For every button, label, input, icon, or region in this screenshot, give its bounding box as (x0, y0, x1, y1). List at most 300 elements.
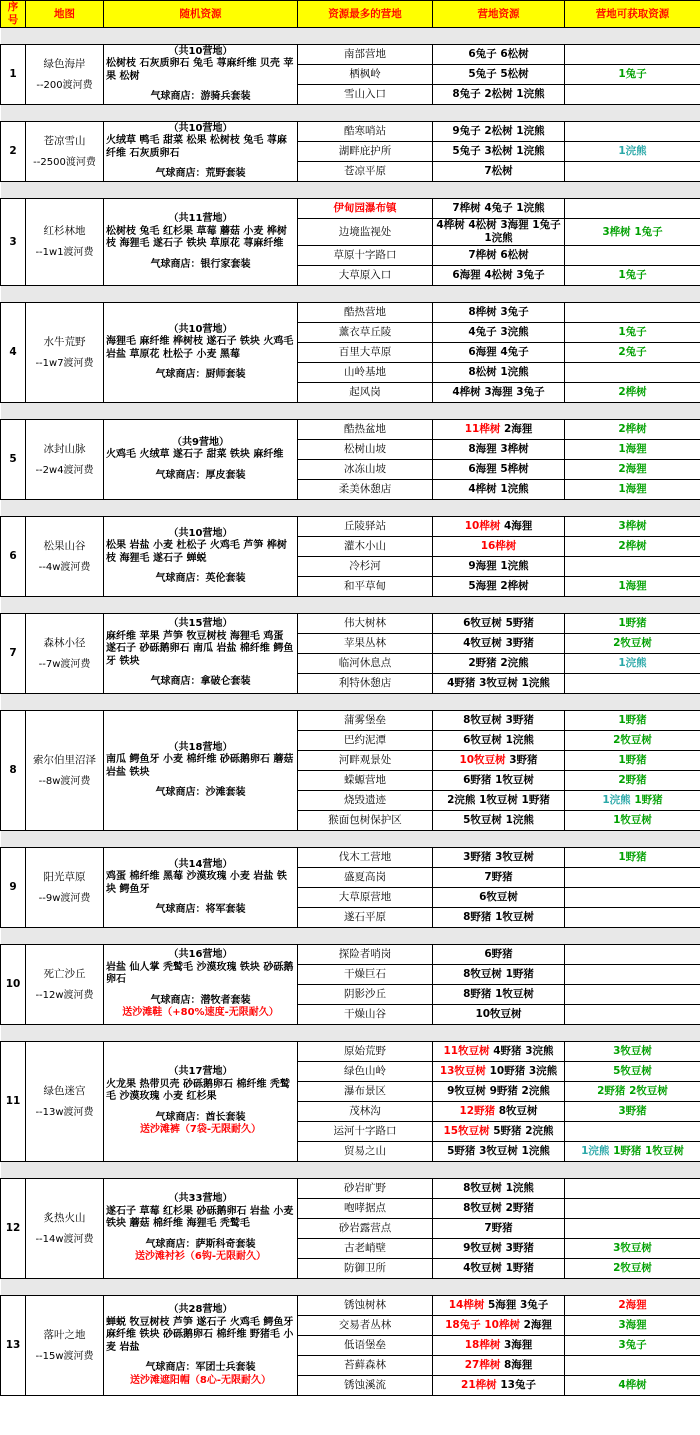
promo-text: 送沙滩衬衫（6钩-无限耐久） (134, 1251, 267, 1263)
resource-text: 1兔子 (618, 68, 647, 80)
map-name: 绿色迷宫 (43, 1084, 86, 1097)
map-index: 8 (1, 711, 26, 831)
random-list: 遂石子 草莓 红杉果 砂砾鹅卵石 岩盐 小麦 铁块 蘑菇 棉纤维 海狸毛 秃鹫毛 (106, 1205, 294, 1230)
camp-resources (433, 122, 565, 142)
map-fee: --8w渡河费 (38, 775, 91, 787)
random-resources (104, 45, 298, 105)
random-list: 火鸡毛 火绒草 遂石子 甜菜 铁块 麻纤维 (106, 449, 284, 461)
obtainable-resources (565, 945, 700, 965)
resource-text: 12野猪 (459, 1105, 496, 1117)
camp-resources (433, 460, 565, 480)
resource-text: 15牧豆树 (443, 1125, 490, 1137)
camp-resources (433, 965, 565, 985)
camp-resources (433, 1356, 565, 1376)
obtainable-resources (565, 420, 700, 440)
camp-name: 酷热营地 (298, 303, 433, 323)
camp-resources (433, 420, 565, 440)
map-name: 冰封山脉 (43, 442, 86, 455)
random-list: 火绒草 鸭毛 甜菜 松果 松树枝 兔毛 荨麻纤维 石灰质卵石 (106, 135, 287, 159)
map-name: 绿色海岸 (43, 57, 86, 70)
camp-name: 冰冻山坡 (298, 460, 433, 480)
separator-row (1, 831, 700, 848)
resource-text: 1浣熊 (581, 1145, 610, 1157)
obtainable-resources (565, 440, 700, 460)
camp-resources (433, 1376, 565, 1396)
obtainable-resources (565, 985, 700, 1005)
obtainable-resources (565, 246, 700, 266)
obtainable-resources (565, 219, 700, 246)
resource-text: 8野猪 1牧豆树 (463, 911, 534, 923)
separator-row (1, 1279, 700, 1296)
camp-name: 大草原营地 (298, 888, 433, 908)
camp-resources (433, 537, 565, 557)
resource-text: 1海狸 (618, 443, 647, 455)
resource-text: 10桦树 (464, 520, 501, 532)
resource-text: 11桦树 (464, 423, 501, 435)
resource-text: 3野猪 3牧豆树 (463, 851, 534, 863)
random-list: 鸡蛋 棉纤维 黑莓 沙漠玫瑰 小麦 岩盐 铁块 鳄鱼牙 (106, 871, 287, 895)
obtainable-resources (565, 199, 700, 219)
obtainable-resources (565, 751, 700, 771)
separator-row (1, 182, 700, 199)
map-cell (26, 199, 104, 286)
resource-text: 3兔子 (618, 1339, 647, 1351)
resource-text: 7野猪 (484, 871, 513, 883)
resource-text: 3牧豆树 (613, 1045, 652, 1057)
separator-row (1, 928, 700, 945)
camp-resources (433, 868, 565, 888)
obtainable-resources (565, 614, 700, 634)
resource-text: 6海狸 4兔子 (468, 346, 529, 358)
resource-text: 5兔子 5松树 (468, 68, 529, 80)
resource-text: 1野猪 1牧豆树 (609, 1145, 684, 1157)
camp-resources (433, 303, 565, 323)
map-fee: --2w4渡河费 (35, 464, 94, 476)
camp-count: （共18营地） (168, 741, 233, 753)
camp-name: 蝾螈营地 (298, 771, 433, 791)
resource-text: 16桦树 (480, 540, 517, 552)
resource-text: 2野猪 2牧豆树 (597, 1085, 668, 1097)
obtainable-resources (565, 1082, 700, 1102)
camp-resources (433, 1102, 565, 1122)
resource-text: 3野猪 (618, 1105, 647, 1117)
resource-text: 1牧豆树 (613, 814, 652, 826)
camp-resources (433, 731, 565, 751)
resource-text: 1浣熊 (618, 145, 647, 157)
camp-resources (433, 1122, 565, 1142)
camp-resources (433, 908, 565, 928)
resource-text: 8海狸 3桦树 (468, 443, 529, 455)
resource-text: 4野猪 3牧豆树 1浣熊 (447, 677, 550, 689)
camp-name: 利特休憩店 (298, 674, 433, 694)
camp-resources (433, 1199, 565, 1219)
obtainable-resources (565, 731, 700, 751)
random-resources (104, 1296, 298, 1396)
camp-resources (433, 1142, 565, 1162)
camp-name: 湖畔庇护所 (298, 142, 433, 162)
random-list: 松树枝 石灰质卵石 兔毛 荨麻纤维 贝壳 苹果 松树 (106, 58, 294, 82)
resource-text: 6野猪 1牧豆树 (463, 774, 534, 786)
resource-text: 18兔子 10桦树 (445, 1319, 520, 1331)
camp-resources (433, 142, 565, 162)
camp-name: 柔美休憩店 (298, 480, 433, 500)
camp-resources (433, 343, 565, 363)
obtainable-resources (565, 122, 700, 142)
camp-name: 遂石平原 (298, 908, 433, 928)
camp-resources (433, 1179, 565, 1199)
obtainable-resources (565, 1336, 700, 1356)
random-resources (104, 614, 298, 694)
camp-name: 草原十字路口 (298, 246, 433, 266)
resource-text: 2桦树 (618, 386, 647, 398)
camp-name: 起风岗 (298, 383, 433, 403)
camp-name: 百里大草原 (298, 343, 433, 363)
resource-text: 3海狸 (618, 1319, 647, 1331)
resource-text: 10野猪 3浣熊 (485, 1065, 558, 1077)
map-cell (26, 848, 104, 928)
map-index: 5 (1, 420, 26, 500)
camp-resources (433, 634, 565, 654)
map-name: 水牛荒野 (43, 335, 86, 348)
resource-text: 4牧豆树 1野猪 (463, 1262, 534, 1274)
resource-text: 7桦树 4兔子 1浣熊 (452, 202, 545, 214)
camp-name: 酷热盆地 (298, 420, 433, 440)
header-camp-resources: 营地资源 (433, 1, 565, 28)
camp-name: 苔藓森林 (298, 1356, 433, 1376)
obtainable-resources (565, 634, 700, 654)
camp-resources (433, 848, 565, 868)
resource-text: 2牧豆树 (613, 1262, 652, 1274)
table-row (1, 614, 700, 634)
resource-text: 7野猪 (484, 1222, 513, 1234)
map-index: 11 (1, 1042, 26, 1162)
obtainable-resources (565, 674, 700, 694)
camp-resources (433, 1259, 565, 1279)
resource-text: 8牧豆树 1浣熊 (463, 1182, 534, 1194)
obtainable-resources (565, 654, 700, 674)
header-top-camp: 资源最多的营地 (298, 1, 433, 28)
balloon-shop: 气球商店：将军套装 (155, 904, 246, 915)
random-list: 蝉蜕 牧豆树枝 芦笋 遂石子 火鸡毛 鳄鱼牙 麻纤维 铁块 砂砾鹅卵石 棉纤维 野猪毛 小麦 岩盐 (106, 1316, 294, 1353)
resource-text: 8牧豆树 2野猪 (463, 1202, 534, 1214)
camp-resources (433, 65, 565, 85)
random-list: 海狸毛 麻纤维 桦树枝 遂石子 铁块 火鸡毛 岩盐 草原花 杜松子 小麦 黑莓 (106, 336, 294, 360)
balloon-shop: 气球商店：英伦套装 (155, 573, 246, 584)
resource-text: 9兔子 2松树 1浣熊 (452, 125, 545, 137)
resource-text: 3牧豆树 (613, 1242, 652, 1254)
balloon-shop: 气球商店：厨师套装 (155, 369, 246, 380)
obtainable-resources (565, 303, 700, 323)
resource-text: 2海狸 (618, 463, 647, 475)
obtainable-resources (565, 1376, 700, 1396)
obtainable-resources (565, 323, 700, 343)
camp-name: 防御卫所 (298, 1259, 433, 1279)
camp-resources (433, 791, 565, 811)
table-row (1, 122, 700, 142)
camp-name: 大草原入口 (298, 266, 433, 286)
resource-text: 5兔子 3松树 1浣熊 (452, 145, 545, 157)
camp-count: （共33营地） (168, 1193, 233, 1205)
resource-text: 18桦树 (464, 1339, 501, 1351)
obtainable-resources (565, 965, 700, 985)
obtainable-resources (565, 383, 700, 403)
resource-text: 8兔子 2松树 1浣熊 (452, 88, 545, 100)
camp-resources (433, 440, 565, 460)
header-index: 序号 (1, 1, 26, 28)
separator-row (1, 694, 700, 711)
resource-text: 5野猪 2浣熊 (489, 1125, 554, 1137)
table-row (1, 45, 700, 65)
camp-count: （共10营地） (168, 527, 233, 539)
table-row (1, 848, 700, 868)
camp-count: （共10营地） (168, 45, 233, 57)
obtainable-resources (565, 811, 700, 831)
table-row (1, 1179, 700, 1199)
obtainable-resources (565, 1179, 700, 1199)
resource-text: 5海狸 2桦树 (468, 580, 529, 592)
obtainable-resources (565, 65, 700, 85)
camp-name: 伊甸园瀑布镇 (298, 199, 433, 219)
resource-text: 4桦树 4松树 3海狸 1兔子 1浣熊 (436, 219, 561, 244)
table-row (1, 303, 700, 323)
resource-text: 8海狸 (500, 1359, 533, 1371)
random-resources (104, 420, 298, 500)
random-resources (104, 199, 298, 286)
map-cell (26, 303, 104, 403)
camp-name: 猴面包树保护区 (298, 811, 433, 831)
obtainable-resources (565, 480, 700, 500)
map-cell (26, 945, 104, 1025)
obtainable-resources (565, 1356, 700, 1376)
table-row (1, 199, 700, 219)
camp-name: 低语堡垒 (298, 1336, 433, 1356)
map-index: 4 (1, 303, 26, 403)
camp-name: 雪山入口 (298, 85, 433, 105)
map-cell (26, 420, 104, 500)
obtainable-resources (565, 1199, 700, 1219)
map-cell (26, 1042, 104, 1162)
separator-row (1, 597, 700, 614)
random-resources (104, 303, 298, 403)
resource-text: 4桦树 (618, 1379, 647, 1391)
camp-count: （共11营地） (168, 213, 233, 224)
separator-row (1, 500, 700, 517)
map-index: 6 (1, 517, 26, 597)
obtainable-resources (565, 1142, 700, 1162)
resource-text: 4野猪 3浣熊 (489, 1045, 554, 1057)
camp-name: 砂岩露营点 (298, 1219, 433, 1239)
resource-text: 2海狸 (500, 423, 533, 435)
camp-resources (433, 1316, 565, 1336)
map-fee: --9w渡河费 (38, 892, 91, 904)
camp-count: （共14营地） (168, 858, 233, 870)
map-index: 1 (1, 45, 26, 105)
obtainable-resources (565, 1005, 700, 1025)
resource-text: 4桦树 3海狸 3兔子 (452, 386, 545, 398)
camp-resources (433, 85, 565, 105)
separator-row (1, 403, 700, 420)
camp-name: 临河休息点 (298, 654, 433, 674)
resource-text: 9牧豆树 9野猪 2浣熊 (447, 1085, 550, 1097)
camp-resources (433, 557, 565, 577)
random-list: 松树枝 兔毛 红杉果 草莓 蘑菇 小麦 桦树枝 海狸毛 遂石子 铁块 草原花 荨麻纤维 (106, 225, 287, 249)
camp-name: 运河十字路口 (298, 1122, 433, 1142)
resource-text: 1野猪 (618, 754, 647, 766)
obtainable-resources (565, 577, 700, 597)
camp-count: （共17营地） (168, 1066, 233, 1078)
camp-name: 古老峭壁 (298, 1239, 433, 1259)
random-list: 麻纤维 苹果 芦笋 牧豆树枝 海狸毛 鸡蛋 遂石子 砂砾鹅卵石 南瓜 岩盐 棉纤维 鳄鱼牙 铁块 (106, 630, 294, 667)
random-list: 岩盐 仙人掌 秃鹫毛 沙漠玫瑰 铁块 砂砾鹅卵石 (106, 961, 294, 986)
obtainable-resources (565, 363, 700, 383)
camp-name: 烧毁遗迹 (298, 791, 433, 811)
resource-text: 2牧豆树 (613, 734, 652, 746)
obtainable-resources (565, 537, 700, 557)
obtainable-resources (565, 1122, 700, 1142)
resource-text: 3桦树 (618, 520, 647, 532)
camp-resources (433, 751, 565, 771)
resource-text: 6牧豆树 5野猪 (463, 617, 534, 629)
camp-resources (433, 654, 565, 674)
balloon-shop: 气球商店：酋长套装 (155, 1111, 246, 1123)
random-resources (104, 945, 298, 1025)
camp-name: 咆哮据点 (298, 1199, 433, 1219)
obtainable-resources (565, 848, 700, 868)
camp-name: 栖枫岭 (298, 65, 433, 85)
resource-text: 2桦树 (618, 540, 647, 552)
obtainable-resources (565, 1062, 700, 1082)
map-name: 索尔伯里沼泽 (33, 753, 96, 766)
resource-text: 4牧豆树 3野猪 (463, 637, 534, 649)
camp-name: 原始荒野 (298, 1042, 433, 1062)
resource-text: 1海狸 (618, 580, 647, 592)
map-index: 12 (1, 1179, 26, 1279)
balloon-shop: 气球商店：沙滩套装 (155, 787, 246, 798)
camp-name: 伐木工营地 (298, 848, 433, 868)
map-cell (26, 711, 104, 831)
map-fee: --13w渡河费 (35, 1106, 94, 1118)
camp-resources (433, 985, 565, 1005)
map-index: 13 (1, 1296, 26, 1396)
map-cell (26, 614, 104, 694)
camp-name: 伟大树林 (298, 614, 433, 634)
random-resources (104, 122, 298, 182)
resource-text: 10牧豆树 (475, 1008, 522, 1020)
resource-text: 2牧豆树 (613, 637, 652, 649)
camp-count: （共10营地） (168, 323, 233, 335)
map-name: 森林小径 (43, 636, 86, 649)
random-list: 南瓜 鳄鱼牙 小麦 棉纤维 砂砾鹅卵石 蘑菇 岩盐 铁块 (106, 754, 294, 778)
random-list: 火龙果 热带贝壳 砂砾鹅卵石 棉纤维 秃鹫毛 沙漠玫瑰 小麦 红杉果 (106, 1078, 290, 1103)
map-fee: --2500渡河费 (33, 156, 96, 168)
obtainable-resources (565, 771, 700, 791)
table-row (1, 945, 700, 965)
map-name: 炙热火山 (43, 1211, 86, 1224)
map-name: 落叶之地 (43, 1328, 86, 1341)
resource-text: 4兔子 3浣熊 (468, 326, 529, 338)
obtainable-resources (565, 162, 700, 182)
camp-name: 南部营地 (298, 45, 433, 65)
camp-name: 酷寒哨站 (298, 122, 433, 142)
camp-resources (433, 383, 565, 403)
camp-resources (433, 1336, 565, 1356)
resource-text: 5野猪 3牧豆树 1浣熊 (447, 1145, 550, 1157)
camp-resources (433, 577, 565, 597)
map-cell (26, 1179, 104, 1279)
map-cell (26, 517, 104, 597)
camp-name: 交易者丛林 (298, 1316, 433, 1336)
map-fee: --200渡河费 (36, 79, 93, 91)
map-index: 10 (1, 945, 26, 1025)
resource-text: 1兔子 (618, 269, 647, 281)
resource-text: 21桦树 (461, 1379, 497, 1391)
camp-name: 锈蚀树林 (298, 1296, 433, 1316)
map-name: 苍凉雪山 (43, 134, 86, 147)
camp-resources (433, 1082, 565, 1102)
resource-text: 11牧豆树 (443, 1045, 490, 1057)
camp-name: 绿色山岭 (298, 1062, 433, 1082)
resource-text: 1兔子 (618, 326, 647, 338)
resource-text: 3海狸 (500, 1339, 533, 1351)
random-resources (104, 517, 298, 597)
obtainable-resources (565, 1296, 700, 1316)
map-fee: --1w1渡河费 (35, 247, 94, 258)
camp-name: 边境监视处 (298, 219, 433, 246)
obtainable-resources (565, 343, 700, 363)
camp-resources (433, 517, 565, 537)
resource-text: 27桦树 (464, 1359, 501, 1371)
obtainable-resources (565, 45, 700, 65)
camp-resources (433, 363, 565, 383)
map-name: 阳光草原 (43, 870, 86, 883)
map-fee: --15w渡河费 (35, 1350, 94, 1362)
map-fee: --1w7渡河费 (35, 357, 94, 369)
resource-text: 2野猪 (618, 774, 647, 786)
resource-text: 6兔子 6松树 (468, 48, 529, 60)
camp-name: 蒲雾堡垒 (298, 711, 433, 731)
camp-resources (433, 1219, 565, 1239)
resource-text: 5海狸 3兔子 (484, 1299, 549, 1311)
resource-text: 1浣熊 (618, 657, 647, 669)
resource-text: 6海狸 4松树 3兔子 (452, 269, 545, 281)
camp-resources (433, 1062, 565, 1082)
resource-text: 7松树 (484, 165, 513, 177)
resource-text: 6海狸 5桦树 (468, 463, 529, 475)
camp-resources (433, 323, 565, 343)
camp-resources (433, 1296, 565, 1316)
resource-text: 8桦树 3兔子 (468, 306, 529, 318)
obtainable-resources (565, 517, 700, 537)
resource-text: 2海狸 (618, 1299, 647, 1311)
obtainable-resources (565, 888, 700, 908)
camp-resources (433, 1239, 565, 1259)
camp-name: 砂岩旷野 (298, 1179, 433, 1199)
camp-resources (433, 45, 565, 65)
balloon-shop: 气球商店：游骑兵套装 (150, 91, 251, 102)
resource-text: 1海狸 (618, 483, 647, 495)
map-index: 7 (1, 614, 26, 694)
resource-text: 6牧豆树 (479, 891, 518, 903)
random-list: 松果 岩盐 小麦 杜松子 火鸡毛 芦笋 桦树枝 海狸毛 遂石子 蝉蜕 (106, 540, 287, 564)
camp-resources (433, 711, 565, 731)
map-index: 9 (1, 848, 26, 928)
resource-text: 3野猪 (505, 754, 538, 766)
obtainable-resources (565, 85, 700, 105)
camp-resources (433, 480, 565, 500)
camp-name: 苍凉平原 (298, 162, 433, 182)
camp-name: 山岭基地 (298, 363, 433, 383)
table-row (1, 420, 700, 440)
